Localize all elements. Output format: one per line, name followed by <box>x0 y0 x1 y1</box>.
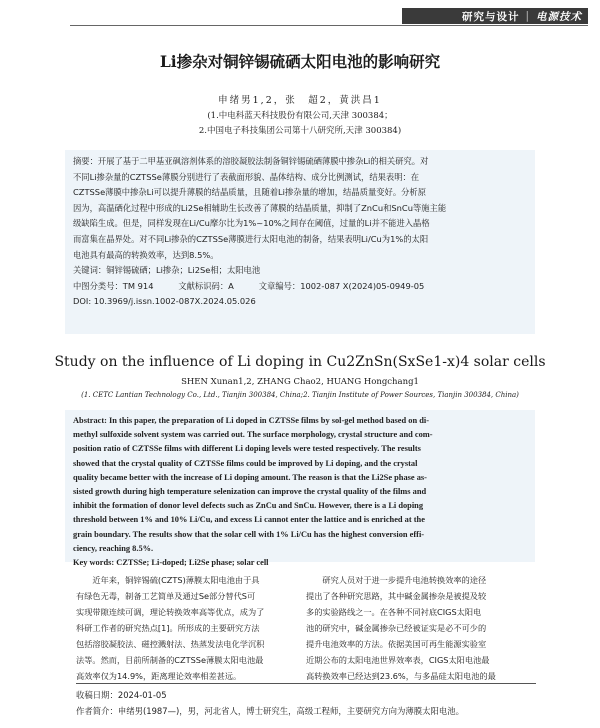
abstract-cn-line: 因为，高温硒化过程中形成的Li2Se相辅助生长改善了薄膜的结晶质量，抑制了ZnCu和SnCu等施主能 <box>73 202 447 213</box>
abstract-cn-line: 级缺陷生成。但是，同样发现在Li/Cu摩尔比为1%~10%之间存在阈值，过量的Li并不能进入晶格 <box>73 218 430 229</box>
journal-name: 电源技术 <box>536 10 582 23</box>
affiliation-cn-2: 2.中国电子科技集团公司第十八研究所,天津 300384) <box>198 126 402 136</box>
author-bio: 作者简介：申绪男(1987—)，男，河北省人，博士研究生，高级工程师，主要研究方向为薄膜太阳电池。 <box>76 706 464 716</box>
body-right-line: 多的实验路线之一。在各种不同衬底CIGS太阳电 <box>306 607 482 617</box>
body-left-line: 实现带隙连续可调，理论转换效率高等优点，成为了 <box>76 607 265 617</box>
header-rule <box>70 25 588 26</box>
abstract-en-line: sisted growth during high temperature selenization can improve the crystal quality of the films and <box>73 487 427 497</box>
abstract-en-line: position ratio of CZTSSe films with different Li doping levels were tested respectively. The results <box>73 444 421 454</box>
authors-chinese: 申绪男1,2，张 超2，黄洪昌1 <box>218 95 382 106</box>
title-english: Study on the influence of Li doping in Cu2ZnSn(SxSe1-x)4 solar cells <box>54 354 546 370</box>
body-right-line: 提出了各种研究思路，其中碱金属掺杂是被提及较 <box>306 591 487 601</box>
abstract-cn-line: DOI: 10.3969/j.issn.1002-087X.2024.05.026 <box>73 296 256 307</box>
abstract-en-line: inhibit the formation of donor level defects such as ZnCu and SnCu. However, there is a Li doping <box>73 501 424 511</box>
received-date: 收稿日期：2024-01-05 <box>76 690 167 700</box>
body-left-line: 近年来，铜锌锡硫(CZTS)薄膜太阳电池由于具 <box>76 575 260 585</box>
abstract-en-line: Abstract: In this paper, the preparation of Li doped in CZTSSe films by sol-gel method based on di- <box>73 416 429 425</box>
body-left-line: 科研工作者的研究热点[1]。所形成的主要研究方法 <box>76 623 260 633</box>
abstract-en-line: methyl sulfoxide solvent system was carried out. The surface morphology, crystal structure and com- <box>73 430 433 440</box>
body-right-line: 研究人员对于进一步提升电池转换效率的途径 <box>306 575 487 585</box>
journal-header-band <box>402 8 588 24</box>
abstract-en-line: ciency, reaching 8.5%. <box>73 543 154 553</box>
body-right-line: 提升电池效率的方法。依据美国可再生能源实验室 <box>306 639 487 649</box>
abstract-cn-line: 电池具有最高的转换效率，达到8.5%。 <box>73 249 219 260</box>
authors-english: SHEN Xunan1,2, ZHANG Chao2, HUANG Hongchang1 <box>181 377 419 387</box>
body-text-right-column <box>306 572 536 684</box>
abstract-english-box <box>65 410 535 568</box>
abstract-cn-line: 中图分类号：TM 914 文献标识码：A 文章编号：1002-087 X(2024)05-0949-05 <box>73 280 425 291</box>
body-right-line: 池的研究中，碱金属掺杂已经被证实是必不可少的 <box>306 623 487 633</box>
abstract-cn-line: 不同Li掺杂量的CZTSSe薄膜分别进行了表截面形貌、晶体结构、成分比例测试，结果表明：在 <box>73 171 420 182</box>
footer-rule <box>76 683 536 684</box>
body-right-line: 高转换效率已经达到23.6%，与多晶硅太阳电池的最 <box>306 671 496 681</box>
affiliation-english: (1. CETC Lantian Technology Co., Ltd., Tianjin 300384, China;2. Tianjin Institute of Power Sources, Tianjin 300384, China) <box>81 391 519 399</box>
abstract-en-line: Key words: CZTSSe; Li-doped; Li2Se phase; solar cell <box>73 558 269 568</box>
abstract-chinese-box <box>65 150 535 334</box>
abstract-cn-line: CZTSSe薄膜中掺杂Li可以提升薄膜的结晶质量，且随着Li掺杂量的增加，结晶质量变好。分析原 <box>73 187 427 198</box>
affiliation-cn-1: (1.中电科蓝天科技股份有限公司,天津 300384； <box>207 111 393 121</box>
body-right-line: 近期公布的太阳电池世界效率表，CIGS太阳电池最 <box>306 655 490 665</box>
header-separator: | <box>525 10 530 22</box>
body-left-line: 包括溶胶凝胶法、磁控溅射法、热蒸发法电化学沉积 <box>76 639 265 649</box>
title-chinese: Li掺杂对铜锌锡硫硒太阳电池的影响研究 <box>159 52 441 71</box>
body-left-line: 法等。然而，目前所制备的CZTSSe薄膜太阳电池最 <box>76 655 264 665</box>
section-label: 研究与设计 <box>461 10 520 23</box>
body-left-line: 高效率仅为14.9%，距离理论效率相差甚远。 <box>76 671 242 681</box>
abstract-en-line: threshold between 1% and 10% Li/Cu, and excess Li cannot enter the lattice and is enriched at the <box>73 515 425 525</box>
abstract-cn-line: 而富集在晶界处。对不同Li掺杂的CZTSSe薄膜进行太阳电池的制备，结果表明Li/Cu为1%的太阳 <box>73 233 429 244</box>
abstract-cn-line: 摘要：开展了基于二甲基亚砜溶剂体系的溶胶凝胶法制备铜锌锡硫硒薄膜中掺杂Li的相关研究。对 <box>73 156 429 166</box>
body-text-left-column <box>76 572 306 684</box>
abstract-en-line: quality became better with the increase of Li doping amount. The reason is that the Li2Se phase as- <box>73 472 427 482</box>
body-left-line: 有绿色无毒，制备工艺简单及通过Se部分替代S可 <box>76 591 256 601</box>
abstract-cn-line: 关键词：铜锌锡硫硒；Li掺杂；Li2Se相；太阳电池 <box>73 265 261 276</box>
abstract-en-line: grain boundary. The results show that the solar cell with 1% Li/Cu has the highest conversion effi- <box>73 529 425 539</box>
abstract-en-line: showed that the crystal quality of CZTSSe films could be improved by Li doping, and the crystal <box>73 458 418 468</box>
